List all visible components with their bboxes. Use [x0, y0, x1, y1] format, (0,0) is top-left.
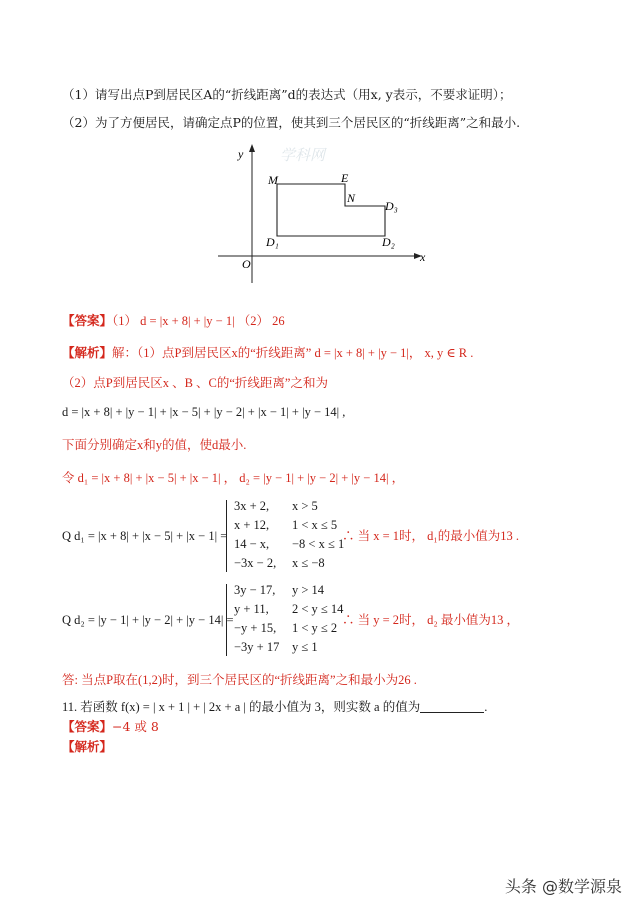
question-2: （2）为了方便居民，请确定点P的位置，使其到三个居民区的“折线距离”之和最小.: [62, 115, 521, 130]
case-expr: −y + 15,: [234, 621, 277, 635]
case-expr: 3x + 2,: [234, 499, 270, 513]
case-expr: y + 11,: [234, 602, 269, 616]
question-1: （1）请写出点P到居民区A的“折线距离”d的表达式（用x, y表示，不要求证明）；: [62, 87, 512, 102]
label-M: M: [268, 173, 278, 187]
label-D1: D₁: [266, 235, 279, 249]
label-D2: D₂: [382, 235, 395, 249]
analysis-line-3: d = |x + 8| + |y − 1| + |x − 5| + |y − 2| + |x − 1| + |y − 14| ,: [62, 405, 346, 419]
case-condition: 2 < y ≤ 14: [292, 602, 344, 616]
case-condition: y ≤ 1: [292, 640, 318, 654]
q11-analysis-tag: 【解析】: [62, 739, 113, 754]
pw1-conclusion: [342, 527, 519, 545]
coordinate-figure: [210, 138, 440, 288]
answer-line: [62, 312, 285, 330]
case-condition: −8 < x ≤ 1: [292, 537, 345, 551]
case-condition: x ≤ −8: [292, 556, 325, 570]
q11-analysis: [62, 738, 112, 756]
label-D3: D₃: [385, 199, 398, 213]
label-x: x: [420, 250, 426, 264]
case-expr: x + 12,: [234, 518, 270, 532]
case-expr: 3y − 17,: [234, 583, 276, 597]
label-N: N: [347, 191, 356, 205]
analysis-text-1: 解：（1）点P到居民区x的“折线距离” d = |x + 8| + |y − 1|， x, y ∈ R .: [112, 346, 474, 360]
pw2-lhs: Q d₂ = |y − 1| + |y − 2| + |y − 14| =: [62, 613, 234, 627]
pw2-conclusion: [342, 611, 519, 629]
final-answer: 答: 当点P取在(1,2)时，到三个居民区的“折线距离”之和最小为26 .: [62, 673, 417, 687]
q11-answer-tag: 【答案】: [62, 719, 113, 734]
case-condition: 1 < x ≤ 5: [292, 518, 338, 532]
label-E: E: [341, 171, 349, 185]
q11-answer-text: −4 或 8: [112, 719, 159, 734]
case-expr: −3y + 17: [234, 640, 280, 654]
case-expr: −3x − 2,: [234, 556, 277, 570]
q11-blank: [420, 700, 484, 713]
case-condition: y > 14: [292, 583, 325, 597]
analysis-line-2: （2）点P到居民区x 、B 、C的“折线距离”之和为: [62, 376, 328, 390]
analysis-tag: 【解析】: [62, 346, 113, 360]
analysis-line-1: [62, 344, 473, 362]
toutiao-watermark: 头条 @数学源泉: [504, 877, 622, 896]
pw1-lhs: Q d₁ = |x + 8| + |x − 5| + |x − 1| =: [62, 529, 228, 543]
case-condition: x > 5: [292, 499, 318, 513]
analysis-line-5: 令 d₁ = |x + 8| + |x − 5| + |x − 1| ， d₂ = |y − 1| + |y − 2| + |y − 14| ，: [62, 471, 405, 485]
q11-answer: [62, 718, 159, 736]
label-y: y: [238, 147, 244, 161]
pw2-conclusion-text: ∴ 当 y = 2时， d₂ 最小值为13 ，: [342, 613, 520, 627]
q11-text: 11. 若函数 f(x) = | x + 1 | + | 2x + a | 的最小值为 3，则实数 a 的值为: [62, 700, 421, 714]
case-condition: 1 < y ≤ 2: [292, 621, 338, 635]
question-11: 11. 若函数 f(x) = | x + 1 | + | 2x + a | 的最小值为 3，则实数 a 的值为 .: [62, 700, 488, 714]
label-O: O: [242, 257, 251, 271]
pw1-conclusion-text: ∴ 当 x = 1时， d₁的最小值为13 .: [342, 529, 520, 543]
case-expr: 14 − x,: [234, 537, 270, 551]
answer-text: （1） d = |x + 8| + |y − 1| （2） 26: [112, 314, 285, 328]
figure-watermark: 学科网: [280, 146, 326, 164]
answer-tag: 【答案】: [62, 314, 113, 328]
analysis-line-4: 下面分别确定x和y的值，使d最小.: [62, 438, 247, 452]
